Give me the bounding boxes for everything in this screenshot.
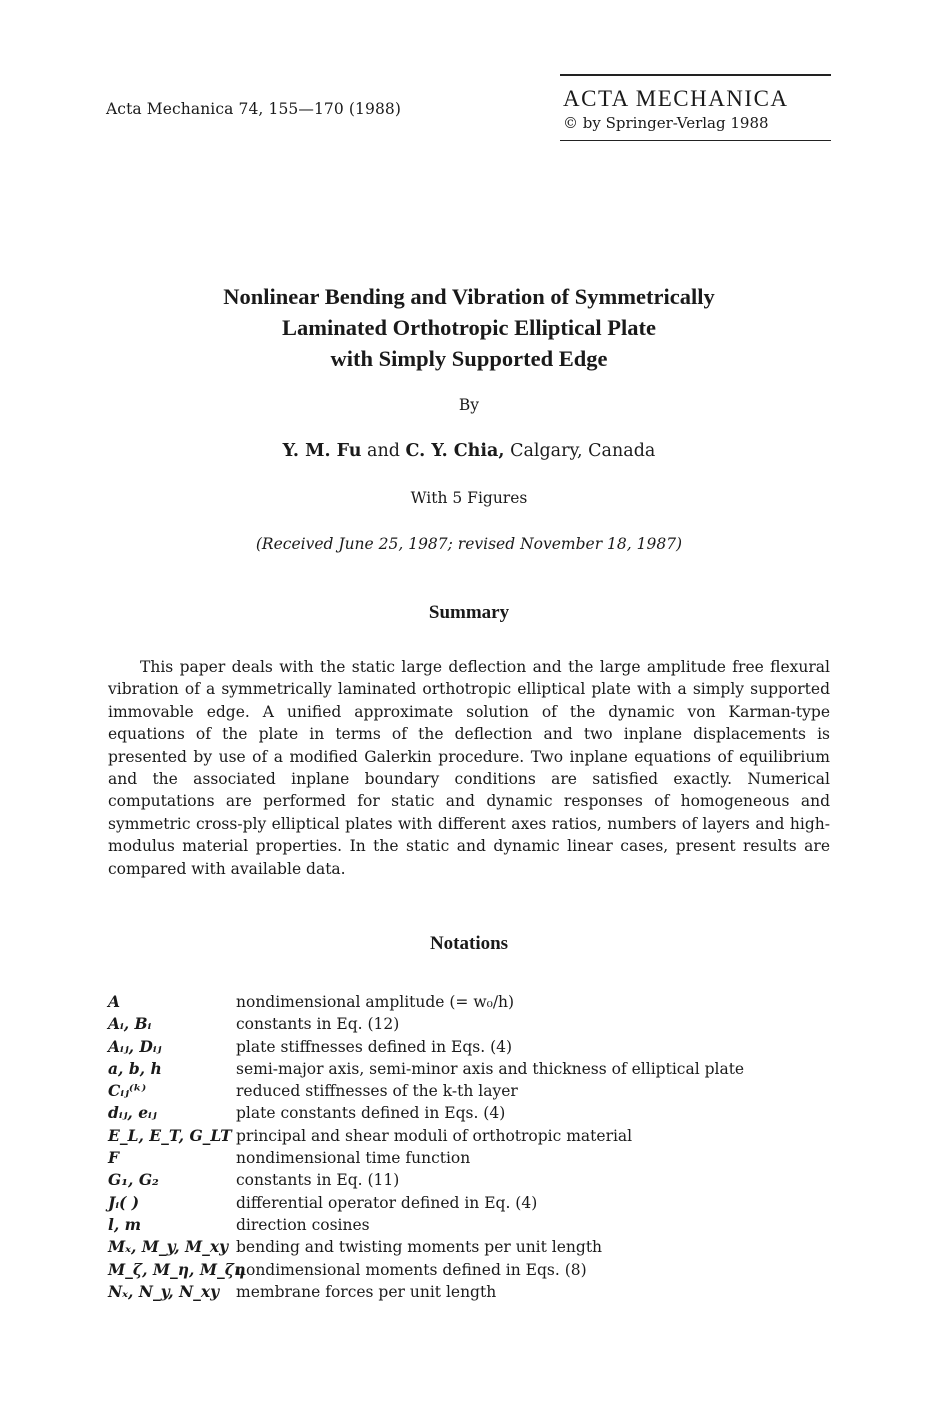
notation-description: nondimensional moments defined in Eqs. (8) (236, 1260, 587, 1279)
received-dates: (Received June 25, 1987; revised November 18, 1987) (255, 535, 683, 553)
title-line: Nonlinear Bending and Vibration of Symmetrically (223, 284, 715, 309)
notation-description: membrane forces per unit length (236, 1282, 497, 1301)
journal-name: ACTA MECHANICA (563, 86, 789, 111)
title-line: with Simply Supported Edge (330, 346, 608, 371)
notation-symbol: l, m (108, 1214, 142, 1234)
notation-symbol: M_ζ, M_η, M_ζη (108, 1259, 246, 1279)
notation-symbol: a, b, h (108, 1058, 162, 1078)
notation-row (108, 1260, 830, 1282)
notation-description: bending and twisting moments per unit length (236, 1238, 603, 1257)
summary-heading: Summary (428, 602, 510, 623)
notation-description: nondimensional amplitude (= w₀/h) (236, 993, 515, 1011)
author-location: Calgary, Canada (504, 441, 656, 461)
notation-description: plate constants defined in Eqs. (4) (236, 1104, 506, 1123)
notation-symbol: E_L, E_T, G_LT (108, 1125, 232, 1145)
author-conjunction: and (361, 441, 406, 461)
publisher-copyright: © by Springer-Verlag 1988 (563, 114, 769, 132)
notation-description: principal and shear moduli of orthotropic material (236, 1126, 633, 1145)
notation-row (108, 1215, 830, 1237)
author-2: C. Y. Chia, (405, 441, 505, 461)
paper-title (0, 281, 938, 374)
notation-symbol: F (108, 1148, 120, 1168)
notation-symbol: dᵢⱼ, eᵢⱼ (108, 1103, 157, 1123)
notation-row (108, 992, 830, 1014)
notation-description: constants in Eq. (12) (236, 1015, 400, 1034)
notation-symbol: Jᵢ( ) (108, 1192, 140, 1212)
journal-masthead (560, 74, 831, 141)
notation-list (108, 992, 830, 1304)
notation-row (108, 1037, 830, 1059)
notation-row (108, 1170, 830, 1192)
notation-description: reduced stiffnesses of the k-th layer (236, 1082, 518, 1101)
summary-paragraph: This paper deals with the static large deflection and the large amplitude free flexural vibration of a symmetrically laminated orthotropic elliptical plate with a simply supported immovable edge. A unified approximate solution of the dynamic von Karman-type equations of the plate in terms of the deflection and two inplane displacements is presented by use of a modified Galerkin procedure. Two inplane equations of equilibrium and the associated inplane boundary conditions are satisfied exactly. Numerical computations are performed for static and dynamic responses of homogeneous and symmetric cross-ply elliptical plates with different axes ratios, numbers of layers and high-modulus material properties. In the static and dynamic linear cases, present results are compared with available data. (108, 658, 830, 878)
notation-symbol: Mₓ, M_y, M_xy (108, 1237, 229, 1257)
notation-symbol: Nₓ, N_y, N_xy (108, 1281, 220, 1301)
notation-row (108, 1059, 830, 1081)
notation-row (108, 1103, 830, 1125)
notation-row (108, 1014, 830, 1036)
notation-description: plate stiffnesses defined in Eqs. (4) (236, 1037, 513, 1056)
by-label: By (458, 396, 480, 414)
notation-description: direction cosines (236, 1215, 370, 1234)
title-line: Laminated Orthotropic Elliptical Plate (282, 315, 656, 340)
notation-row (108, 1193, 830, 1215)
author-1: Y. M. Fu (282, 441, 362, 461)
notation-description: nondimensional time function (236, 1149, 471, 1168)
notation-description: constants in Eq. (11) (236, 1171, 400, 1190)
notations-heading: Notations (429, 933, 509, 954)
notation-row (108, 1081, 830, 1103)
notation-row (108, 1237, 830, 1259)
author-line (0, 441, 938, 461)
notation-symbol: G₁, G₂ (108, 1170, 159, 1190)
notation-symbol: A (108, 992, 121, 1011)
notation-symbol: Aᵢ, Bᵢ (108, 1014, 152, 1034)
notation-description: semi-major axis, semi-minor axis and thickness of elliptical plate (236, 1059, 745, 1078)
notation-description: differential operator defined in Eq. (4) (236, 1193, 538, 1212)
notation-row (108, 1126, 830, 1148)
figures-note: With 5 Figures (410, 489, 528, 507)
notation-symbol: Cᵢⱼ⁽ᵏ⁾ (108, 1081, 147, 1101)
notation-symbol: Aᵢⱼ, Dᵢⱼ (108, 1036, 162, 1056)
journal-citation: Acta Mechanica 74, 155—170 (1988) (106, 100, 402, 118)
notation-row (108, 1282, 830, 1304)
notation-row (108, 1148, 830, 1170)
